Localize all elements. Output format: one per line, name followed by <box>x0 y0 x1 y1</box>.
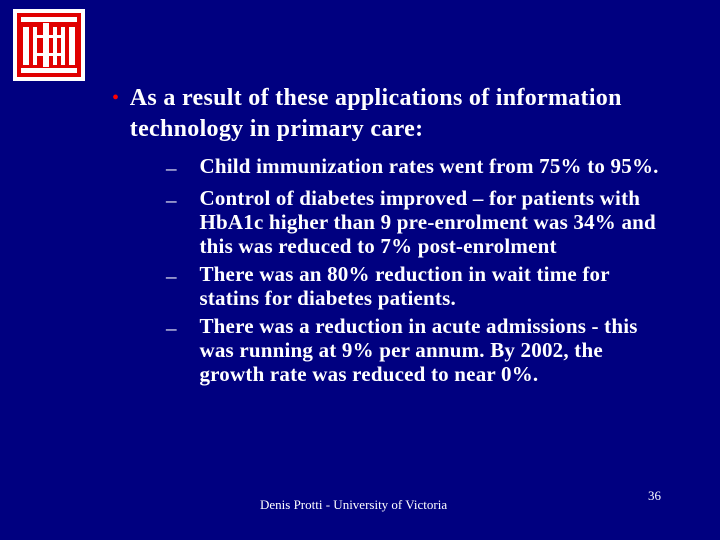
sub-point-text: There was an 80% reduction in wait time for statins for diabetes patients. <box>199 262 610 310</box>
main-point-text: As a result of these applications of information technology in primary care: <box>129 85 622 142</box>
main-bullet <box>112 83 672 145</box>
sub-point-text: Child immunization rates went from 75% to 95%. <box>199 154 659 178</box>
slide-content <box>112 83 672 386</box>
dash-icon: – <box>166 264 177 288</box>
footer-author: Denis Protti - University of Victoria <box>260 497 448 512</box>
sub-point-list <box>166 154 672 386</box>
sub-point-text: Control of diabetes improved – for patients with HbA1c higher than 9 pre-enrolment was 34% and this was reduced to 7% post-enrolment <box>199 186 656 258</box>
sub-point-text: There was a reduction in acute admissions - this was running at 9% per annum. By 2002, the growth rate was reduced to near 0%. <box>199 314 638 386</box>
sub-point <box>166 314 672 386</box>
sub-point <box>166 262 672 310</box>
dash-icon: – <box>166 156 177 180</box>
university-logo-icon <box>13 9 85 81</box>
dash-icon: – <box>166 316 177 340</box>
sub-point <box>166 154 672 182</box>
bullet-icon: • <box>112 87 120 109</box>
sub-point <box>166 186 672 258</box>
dash-icon: – <box>166 188 177 212</box>
page-number: 36 <box>648 488 661 503</box>
